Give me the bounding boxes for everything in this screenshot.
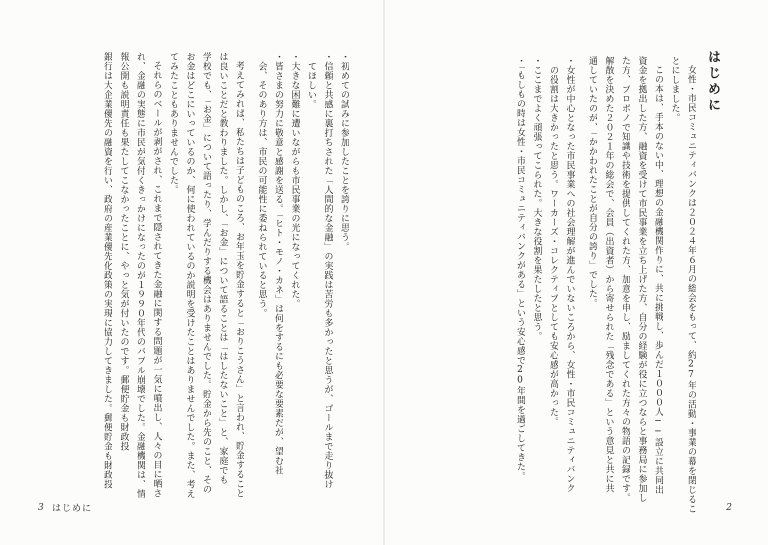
text-line: とにしました。 (669, 56, 680, 123)
text-line: ・大きな困難に遭いながらも市民事業の光になってくれた。 (289, 52, 300, 309)
text-line: てほしい。 (306, 52, 316, 109)
text-line: ・ここまでよく頑張ってこられた。大きな役割を果たしたと思う。 (531, 56, 542, 341)
right-page (385, 0, 768, 545)
text-line: は良いことだと教わりました。しかし、「お金」について語ることは「はしたないこと」と、家庭でも (217, 52, 228, 485)
text-line: 通していたのが、「かかわれたことが自分の誇り」でした。 (587, 56, 597, 308)
left-page-text (96, 52, 350, 545)
text-line: ・「もしもの時は女性・市民コミュニティバンクがある」という安心感で20年間を過ごしてきた。 (515, 56, 525, 481)
text-line: それらのベールが剥がされ、これまで隠されてきた金融に関する問題が一気に噴出し、人々の目に晒さ (151, 61, 162, 498)
text-line: ・信頼と共感に裏打ちされた「人間的な金融」の実践は苦労も多かったと思うが、ゴールまで走り抜け (322, 52, 333, 489)
chapter-heading: はじめに (705, 50, 720, 114)
page-number: 2 (726, 503, 732, 513)
page-number: 3 (38, 503, 44, 513)
text-line: 会、そのあり方は、市民の可能性に委ねられていると思う。 (256, 52, 267, 318)
text-line: 女性・市民コミュニティバンクは２０２４年６月の総会をもって、約27年の活動・事業の幕を閉じるこ (686, 65, 696, 514)
left-page (0, 0, 383, 545)
text-line: の役割は大きかったと思う。ワーカーズ・コレクティブとしても安心感が高かった。 (548, 56, 558, 427)
text-line: 学校でも、「お金」について語ったり、学んだりする機会はありませんでした。貯金から先のこと、その (201, 52, 211, 494)
right-page-text (509, 56, 697, 545)
text-line: 資金を拠出した方、融資を受けて市民事業を立ち上げた方、自分の経験が役に立つならと事務局に参加し (636, 56, 647, 503)
text-line: れ、金融の実態に市民が気付くきっかけになったのが１９９０年代のバブル崩壊でした。金融機関は、情 (135, 52, 145, 499)
text-line: 銀行は大企業優先の融資を行い、政府の産業優先化政策の実現に協力してきました。郵便貯金も財政投 (102, 52, 112, 489)
text-line: 考えてみれば、私たちは子どものころ、お年玉を貯金すると「おりこうさん」と言われ、貯金すること (234, 61, 244, 498)
text-line: ・皆さまの努力に敬意と感謝を送る。「ヒト・モノ・カネ」は何をするにも必要な要素だが、望む社 (273, 52, 283, 475)
text-line: ・初めての試みに参加したことを誇りに思う。 (339, 52, 349, 252)
text-line: ・女性が中心となった市民事業への社会理解が進んでいないころから、女性・市民コミュニティバンク (564, 56, 575, 493)
text-line: この本は、手本のない中、理想の金融機関作りに、共に挑戦し、歩んだ１０００人──設立に共同出 (653, 65, 663, 495)
text-line: お金はどこにいっているのか、何に使われているのか説明を受けたことはありませんでした。また、考え (184, 52, 195, 499)
text-line: た方、プロボノで知識や技術を提供してくれた方、加意を申し、励ましてくれた方々の物語の記録です。 (620, 56, 630, 503)
text-line: 解散を決めた２０２１年の総会で、会員（出資者）から寄せられた「残念である」という意見と共に共 (603, 56, 614, 493)
running-head: はじめに (52, 504, 93, 514)
text-line: てみたこともありませんでした。 (168, 52, 178, 195)
text-line: 報公開も説明責任も果たしてこなかったことに、やっと気が付いたのです。郵便貯金も財政投 (118, 52, 129, 451)
